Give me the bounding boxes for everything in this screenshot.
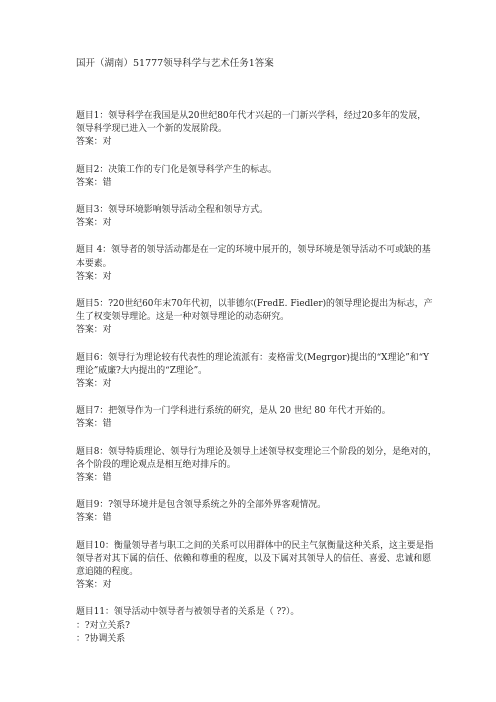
question-text: 题目3：领导环境影响领导活动全程和领导方式。 (76, 205, 269, 216)
question-item (76, 352, 430, 392)
question-item (76, 204, 421, 230)
question-item (76, 405, 421, 431)
answer-text: 答案：对 (76, 271, 112, 282)
question-text: 生了权变领导理论。这是一种对领导理论的动态研究。 (76, 312, 289, 323)
question-text: 题目9：?领导环境并是包含领导系统之外的全部外界客观情况。 (76, 500, 327, 511)
question-text: 领导科学现已进入一个新的发展阶段。 (76, 124, 227, 135)
option-text: ：?协调关系 (76, 633, 126, 644)
question-item (76, 164, 421, 190)
answer-text: 答案：对 (76, 580, 112, 591)
question-text: 题目1：领导科学在我国是从20世纪80年代才兴起的一门新兴学科，经过20多年的发展， (76, 111, 427, 121)
answer-text: 答案：对 (76, 325, 112, 336)
option-text: ：?对立关系? (76, 620, 130, 631)
answer-text: 答案：错 (76, 513, 112, 524)
question-list (76, 110, 437, 660)
question-item (76, 446, 437, 486)
question-text: 题目8：领导特质理论、领导行为理论及领导上述领导权变理论三个阶段的划分，是绝对的， (76, 446, 437, 457)
question-text: 本要素。 (76, 258, 112, 269)
question-text: 题目11：领导活动中领导者与被领导者的关系是（ ??）。 (76, 607, 300, 618)
question-item (76, 540, 434, 593)
question-text: 意追随的程度。 (76, 567, 139, 578)
document-title: 国开（湖南）51777领导科学与艺术任务1答案 (76, 58, 274, 69)
answer-text: 答案：错 (76, 419, 112, 430)
question-item (76, 298, 433, 338)
answer-text: 答案：错 (76, 473, 112, 484)
answer-text: 答案：对 (76, 379, 112, 390)
answer-text: 答案：对 (76, 137, 112, 148)
question-item (76, 499, 421, 525)
question-text: 题目6：领导行为理论较有代表性的理论流派有：麦格雷戈(Megrgor)提出的“X理论”和“Y (76, 352, 430, 363)
answer-text: 答案：错 (76, 177, 112, 188)
question-text: 领导者对其下属的信任、依赖和尊重的程度，以及下属对其领导人的信任、喜爱、忠诚和愿 (76, 553, 431, 564)
question-text: 题目2：决策工作的专门化是领导科学产生的标志。 (76, 164, 277, 175)
question-text: 题目 4：领导者的领导活动都是在一定的环境中展开的，领导环境是领导活动不可或缺的基 (76, 245, 431, 256)
question-text: 题目10：衡量领导者与职工之间的关系可以用群体中的民主气氛衡量这种关系，这主要是指 (76, 540, 434, 551)
question-text: 题目5：?20世纪60年末70年代初，以菲德尔(FredE. Fiedler)的领导理论提出为标志，产 (76, 299, 433, 310)
question-text: 各个阶段的理论观点是相互绝对排斥的。 (76, 459, 236, 470)
answer-text: 答案：对 (76, 218, 112, 229)
question-item (76, 606, 421, 646)
question-text: 理论”威廉?大内提出的“Z理论”。 (76, 365, 208, 376)
question-item (76, 244, 431, 284)
question-item (76, 110, 427, 150)
question-text: 题目7：把领导作为一门学科进行系统的研究，是从 20 世纪 80 年代才开始的。 (76, 406, 391, 417)
